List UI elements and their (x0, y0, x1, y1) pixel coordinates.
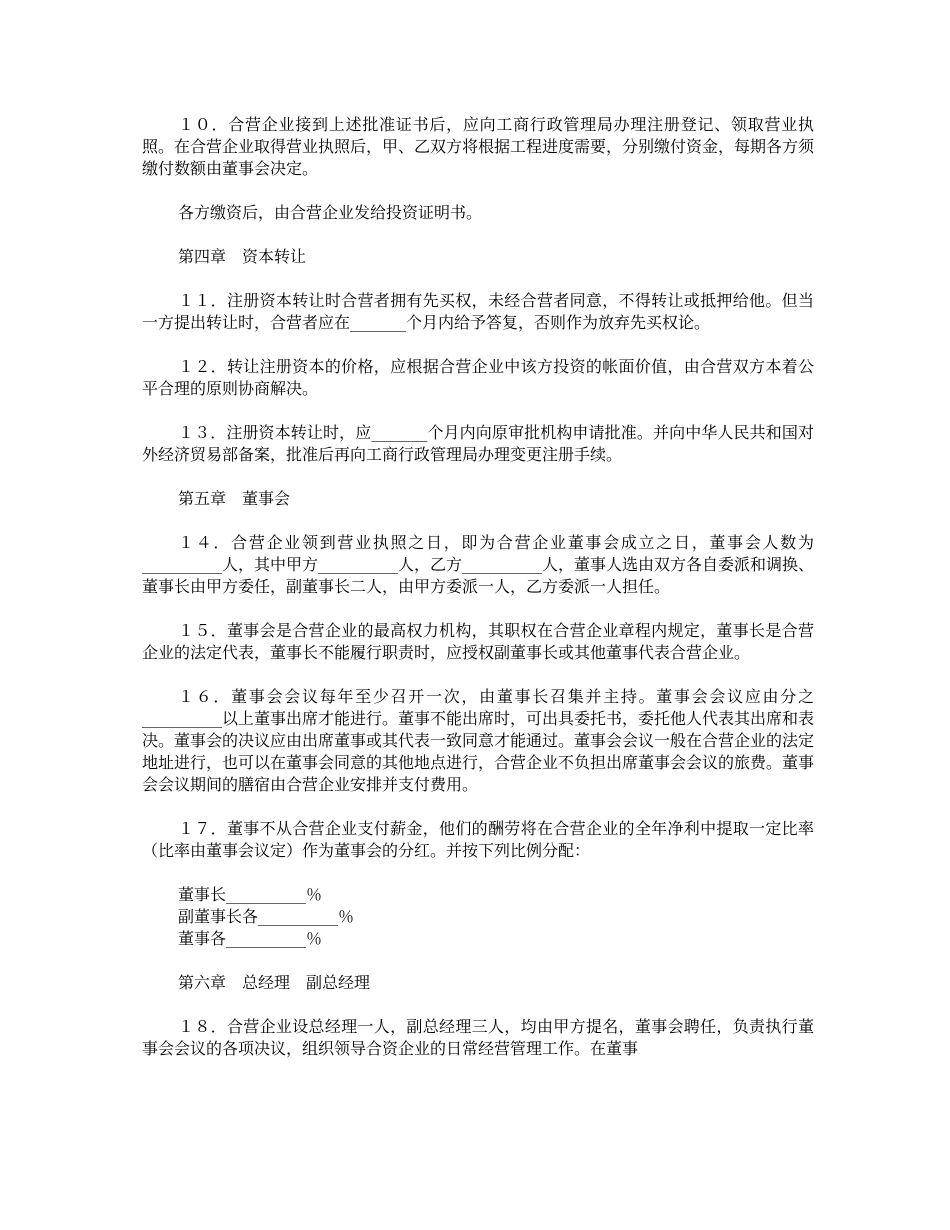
clause-15: １５．董事会是合营企业的最高权力机构，其职权在合营企业章程内规定，董事长是合营企业的法定代表，董事长不能履行职责时，应授权副董事长或其他董事代表合营企业。 (142, 621, 814, 662)
clause-16: １６．董事会会议每年至少召开一次，由董事长召集并主持。董事会会议应由分之__________以上董事出席才能进行。董事不能出席时，可出具委托书，委托他人代表其出席和表决。董事会的决议应由出席董事或其代表一致同意才能通过。董事会会议一般在合营企业的法定地址进行，也可以在董事会同意的其他地点进行，合营企业不负担出席董事会会议的旅费。董事会会议期间的膳宿由合营企业安排并支付费用。 (142, 687, 815, 794)
clause-13: １３．注册资本转让时，应_______个月内向原审批机构申请批准。并向中华人民共和国对外经济贸易部备案，批准后再向工商行政管理局办理变更注册手续。 (142, 423, 814, 464)
clause-12: １２．转让注册资本的价格，应根据合营企业中该方投资的帐面价值，由合营双方本着公平合理的原则协商解决。 (142, 357, 814, 398)
clause-18: １８．合营企业设总经理一人，副总经理三人，均由甲方提名，董事会聘任，负责执行董事会会议的各项决议，组织领导合资企业的日常经营管理工作。在董事 (142, 1017, 814, 1058)
clause-17: １７．董事不从合营企业支付薪金，他们的酬劳将在合营企业的全年净利中提取一定比率（比率由董事会议定）作为董事会的分红。并按下列比例分配： (142, 819, 814, 860)
chapter-6-heading: 第六章 总经理 副总经理 (178, 973, 371, 992)
dividend-distribution-list (142, 884, 814, 950)
clause-10: １０．合营企业接到上述批准证书后，应向工商行政管理局办理注册登记、领取营业执照。在合营企业取得营业执照后，甲、乙双方将根据工程进度需要，分别缴付资金，每期各方须缴付数额由董事会决定。 (142, 115, 815, 178)
dividend-director: 董事各__________％ (178, 929, 323, 948)
dividend-chairman: 董事长__________％ (178, 885, 323, 904)
document-body (142, 114, 814, 1082)
chapter-4-heading: 第四章 资本转让 (178, 247, 307, 266)
dividend-vice-chairman: 副董事长各__________％ (178, 907, 355, 926)
clause-11: １１．注册资本转让时合营者拥有先买权，未经合营者同意，不得转让或抵押给他。但当一方提出转让时，合营者应在_______个月内给予答复，否则作为放弃先买权论。 (142, 291, 814, 332)
clause-14: １４．合营企业领到营业执照之日，即为合营企业董事会成立之日，董事会人数为__________人，其中甲方__________人，乙方__________人，董事人选由双方各自委派和调换、董事长由甲方委任，副董事长二人，由甲方委派一人，乙方委派一人担任。 (142, 533, 815, 596)
chapter-5-heading: 第五章 董事会 (178, 489, 291, 508)
clause-10-note: 各方缴资后，由合营企业发给投资证明书。 (178, 203, 483, 222)
